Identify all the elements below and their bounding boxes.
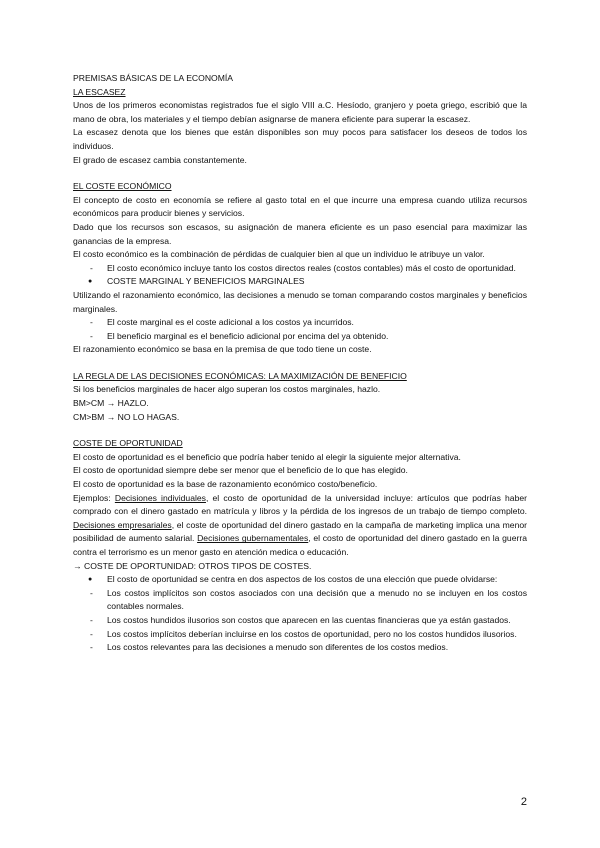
paragraph: Unos de los primeros economistas registrados fue el siglo VIII a.C. Hesíodo, granjero y poeta griego, escribió que la mano de obra, los materiales y el tiempo debían asignarse de manera eficiente para superar la escasez. (73, 100, 527, 124)
examples-prefix: Ejemplos: (73, 492, 115, 503)
paragraph: El concepto de costo en economía se refiere al gasto total en el que incurre una empresa cuando utiliza recursos económicos para producir bienes y servicios. (73, 194, 527, 219)
paragraph: Si los beneficios marginales de hacer algo superan los costos marginales, hazlo. (73, 384, 381, 395)
dash-list (73, 316, 527, 343)
bullet-list (73, 275, 527, 289)
paragraph: → COSTE DE OPORTUNIDAD: OTROS TIPOS DE COSTES. (73, 560, 312, 571)
examples-text: , el costo de oportunidad del dinero gastado en la guerra contra el terrorismo es un menor gasto en atención medica o educación. (73, 533, 527, 557)
list-item: ● COSTE MARGINAL Y BENEFICIOS MARGINALES (73, 275, 527, 289)
paragraph: El costo de oportunidad siempre debe ser menor que el beneficio de lo que has elegido. (73, 465, 408, 476)
document-title: PREMISAS BÁSICAS DE LA ECONOMÍA (73, 73, 233, 83)
paragraph: El costo de oportunidad es la base de razonamiento económico costo/beneficio. (73, 479, 378, 490)
heading-regla: LA REGLA DE LAS DECISIONES ECONÓMICAS: LA MAXIMIZACIÓN DE BENEFICIO (73, 370, 407, 381)
paragraph: El razonamiento económico se basa en la premisa de que todo tiene un coste. (73, 344, 372, 355)
dash-list (73, 587, 527, 655)
examples-paragraph (73, 492, 527, 560)
examples-text: , el costo de oportunidad de la universidad incluye: artículos que podrías haber comprado con el dinero gastado en matrícula y libros y la pérdida de los ingresos de un trabajo de tiempo completo. (73, 492, 527, 517)
paragraph: Utilizando el razonamiento económico, las decisiones a menudo se toman comparando costos marginales y beneficios marginales. (73, 289, 527, 314)
dash-list (73, 262, 527, 276)
list-item: - El costo económico incluye tanto los costos directos reales (costos contables) más el costo de oportunidad. (73, 262, 527, 276)
list-item: - Los costos implícitos son costos asociados con una decisión que a menudo no se incluyen en los costos contables normales. (73, 587, 527, 614)
paragraph: Dado que los recursos son escasos, su asignación de manera eficiente es un paso esencial para maximizar las ganancias de la empresa. (73, 221, 527, 246)
list-item: - Los costos hundidos ilusorios son costos que aparecen en las cuentas financieras que ya están gastados. (73, 614, 527, 628)
document-body (73, 72, 527, 655)
paragraph: La escasez denota que los bienes que están disponibles son muy pocos para satisfacer los deseos de todos los individuos. (73, 127, 527, 151)
heading-coste-economico: EL COSTE ECONÓMICO (73, 181, 172, 192)
list-item: - El beneficio marginal es el beneficio adicional por encima del ya obtenido. (73, 330, 527, 344)
examples-text: , el coste de oportunidad del dinero gastado en la campaña de marketing implica una menor posibilidad de aumento salarial. (73, 519, 527, 544)
paragraph: CM>BM → NO LO HAGAS. (73, 411, 180, 422)
list-item: - Los costos implícitos deberían incluirse en los costos de oportunidad, pero no los costos hundidos ilusorios. (73, 628, 527, 642)
heading-escasez: LA ESCASEZ (73, 86, 126, 97)
list-item: ● El costo de oportunidad se centra en dos aspectos de los costos de una elección que puede olvidarse: (73, 573, 527, 587)
page-number: 2 (520, 796, 527, 808)
list-item: - Los costos relevantes para las decisiones a menudo son diferentes de los costos medios. (73, 641, 527, 655)
list-item: - El coste marginal es el coste adicional a los costos ya incurridos. (73, 316, 527, 330)
bullet-list (73, 573, 527, 587)
heading-oportunidad: COSTE DE OPORTUNIDAD (73, 438, 183, 449)
paragraph: BM>CM → HAZLO. (73, 398, 149, 409)
paragraph: El grado de escasez cambia constantemente. (73, 154, 247, 165)
paragraph: El costo de oportunidad es el beneficio que podría haber tenido al elegir la siguiente mejor alternativa. (73, 451, 461, 462)
examples-term: Decisiones gubernamentales (197, 533, 309, 544)
paragraph: El costo económico es la combinación de pérdidas de cualquier bien al que un individuo le atribuye un valor. (73, 249, 485, 260)
examples-term: Decisiones empresariales (73, 519, 172, 530)
examples-term: Decisiones individuales (114, 492, 206, 503)
